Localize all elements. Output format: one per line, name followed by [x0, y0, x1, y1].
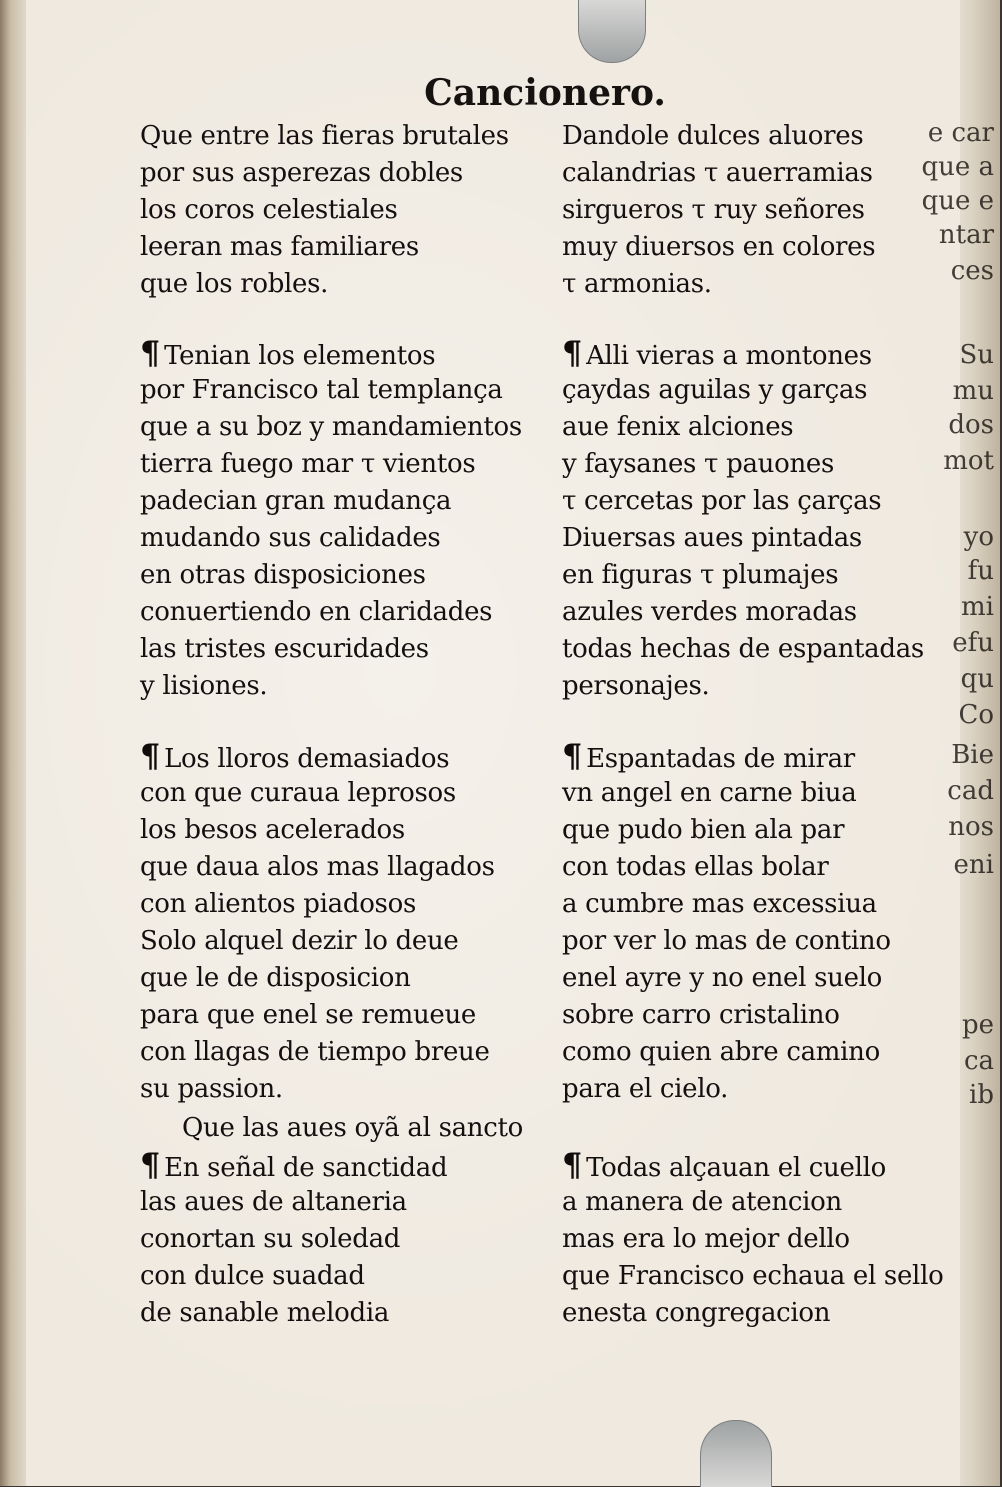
- bleed-text: ntar: [938, 220, 994, 250]
- verse-line: como quien abre camino: [562, 1037, 880, 1067]
- verse-line: mudando sus calidades: [140, 523, 441, 553]
- verse-line: Diuersas aues pintadas: [562, 523, 862, 553]
- stanza: [562, 335, 1002, 705]
- verse-line: las tristes escuridades: [140, 634, 429, 664]
- verse-line: y faysanes τ pauones: [562, 449, 835, 479]
- page-clip-bottom: [700, 1420, 772, 1487]
- page-gutter-left: [0, 0, 26, 1486]
- verse-line: a cumbre mas excessiua: [562, 889, 877, 919]
- verse-line: de sanable melodia: [140, 1298, 390, 1328]
- bleed-text: Su: [959, 340, 994, 370]
- verse-line: que Francisco echaua el sello: [562, 1261, 944, 1291]
- running-header: Cancionero.: [424, 72, 666, 114]
- verse-line: para el cielo.: [562, 1074, 729, 1104]
- verse-line: los coros celestiales: [140, 195, 398, 225]
- bleed-text: dos: [948, 410, 994, 440]
- bleed-text: ca: [963, 1046, 994, 1076]
- verse-line: sirgueros τ ruy señores: [562, 195, 865, 225]
- bleed-text: e car: [927, 118, 994, 148]
- verse-line: su passion.: [140, 1074, 283, 1104]
- verse-line: con que curaua leprosos: [140, 778, 456, 808]
- bleed-text: pe: [961, 1010, 994, 1040]
- verse-line: vn angel en carne biua: [562, 778, 857, 808]
- verse-text: Tenian los elementos: [164, 341, 436, 371]
- bleed-text: Co: [958, 700, 994, 730]
- verse-line-first: [140, 1146, 583, 1184]
- verse-line: çaydas aguilas y garças: [562, 375, 868, 405]
- verse-line: conuertiendo en claridades: [140, 597, 493, 627]
- verse-line: calandrias τ auerramias: [562, 158, 873, 188]
- stanza: [140, 334, 583, 705]
- verse-line-first: [140, 334, 583, 372]
- verse-text: En señal de sanctidad: [164, 1153, 448, 1183]
- bleed-text: eni: [953, 850, 994, 880]
- caption-line: Que las aues oyã al sancto: [182, 1113, 524, 1143]
- verse-line: con alientos piadosos: [140, 889, 416, 919]
- pilcrow-icon: ¶: [562, 334, 583, 372]
- pilcrow-icon: ¶: [140, 1146, 161, 1184]
- stanza: [562, 118, 1002, 303]
- verse-line: los besos acelerados: [140, 815, 405, 845]
- pilcrow-icon: ¶: [562, 1146, 583, 1184]
- verse-line: Solo alquel dezir lo deue: [140, 926, 459, 956]
- verse-line: conortan su soledad: [140, 1224, 401, 1254]
- verse-line: mas era lo mejor dello: [562, 1224, 850, 1254]
- verse-text: Los lloros demasiados: [164, 744, 450, 774]
- stanza: [140, 737, 583, 1108]
- verse-line: enesta congregacion: [562, 1298, 831, 1328]
- verse-line: aue fenix alciones: [562, 412, 794, 442]
- verse-line: τ armonias.: [562, 269, 712, 299]
- verse-text: Todas alçauan el cuello: [586, 1153, 886, 1183]
- verse-line: leeran mas familiares: [140, 232, 419, 262]
- bleed-text: Bie: [951, 740, 994, 770]
- bleed-text: que a: [921, 152, 994, 182]
- verse-line: tierra fuego mar τ vientos: [140, 449, 476, 479]
- bleed-text: mot: [943, 446, 994, 476]
- verse-line: que pudo bien ala par: [562, 815, 845, 845]
- verse-line-first: [562, 1147, 1002, 1184]
- verse-line: a manera de atencion: [562, 1187, 842, 1217]
- verse-text: Espantadas de mirar: [586, 744, 855, 774]
- verse-line: que daua alos mas llagados: [140, 852, 495, 882]
- verse-line: Que entre las fieras brutales: [140, 121, 509, 151]
- verse-line: todas hechas de espantadas: [562, 634, 924, 664]
- verse-line: con dulce suadad: [140, 1261, 365, 1291]
- verse-line: que los robles.: [140, 269, 329, 299]
- section-caption: [182, 1110, 622, 1147]
- verse-line: y lisiones.: [140, 671, 268, 701]
- verse-line: con llagas de tiempo breue: [140, 1037, 490, 1067]
- page-clip-top: [578, 0, 646, 63]
- pilcrow-icon: ¶: [562, 737, 583, 775]
- verse-line: enel ayre y no enel suelo: [562, 963, 883, 993]
- verse-line-first: [140, 737, 583, 775]
- bleed-text: ces: [950, 256, 994, 286]
- stanza: [140, 1146, 583, 1332]
- verse-line: que le de disposicion: [140, 963, 411, 993]
- verse-line: padecian gran mudança: [140, 486, 452, 516]
- stanza: [140, 118, 580, 303]
- verse-line-first: [562, 738, 1002, 775]
- stanza: [562, 738, 1002, 1108]
- verse-line: con todas ellas bolar: [562, 852, 829, 882]
- verse-line: para que enel se remueue: [140, 1000, 477, 1030]
- verse-line: τ cercetas por las çarças: [562, 486, 882, 516]
- verse-line: en figuras τ plumajes: [562, 560, 839, 590]
- verse-line: en otras disposiciones: [140, 560, 426, 590]
- bleed-text: nos: [948, 812, 994, 842]
- verse-line: que a su boz y mandamientos: [140, 412, 522, 442]
- verse-line: personajes.: [562, 671, 710, 701]
- bleed-text: que e: [921, 186, 994, 216]
- verse-line: Dandole dulces aluores: [562, 121, 864, 151]
- bleed-text: ib: [969, 1080, 994, 1110]
- pilcrow-icon: ¶: [140, 737, 161, 775]
- stanza: [562, 1147, 1002, 1332]
- bleed-text: fu: [967, 556, 994, 586]
- bleed-text: mu: [952, 376, 994, 406]
- bleed-text: qu: [960, 664, 994, 694]
- pilcrow-icon: ¶: [140, 334, 161, 372]
- verse-line: sobre carro cristalino: [562, 1000, 840, 1030]
- verse-line: por Francisco tal templança: [140, 375, 503, 405]
- verse-line: muy diuersos en colores: [562, 232, 876, 262]
- verse-text: Alli vieras a montones: [586, 341, 872, 371]
- verse-line: por ver lo mas de contino: [562, 926, 891, 956]
- bleed-text: yo: [963, 522, 994, 552]
- verse-line-first: [562, 335, 1002, 372]
- verse-line: las aues de altaneria: [140, 1187, 407, 1217]
- verse-line: azules verdes moradas: [562, 597, 857, 627]
- verse-line: por sus asperezas dobles: [140, 158, 463, 188]
- bleed-text: mi: [961, 592, 994, 622]
- bleed-text: cad: [947, 776, 994, 806]
- bleed-text: efu: [952, 628, 994, 658]
